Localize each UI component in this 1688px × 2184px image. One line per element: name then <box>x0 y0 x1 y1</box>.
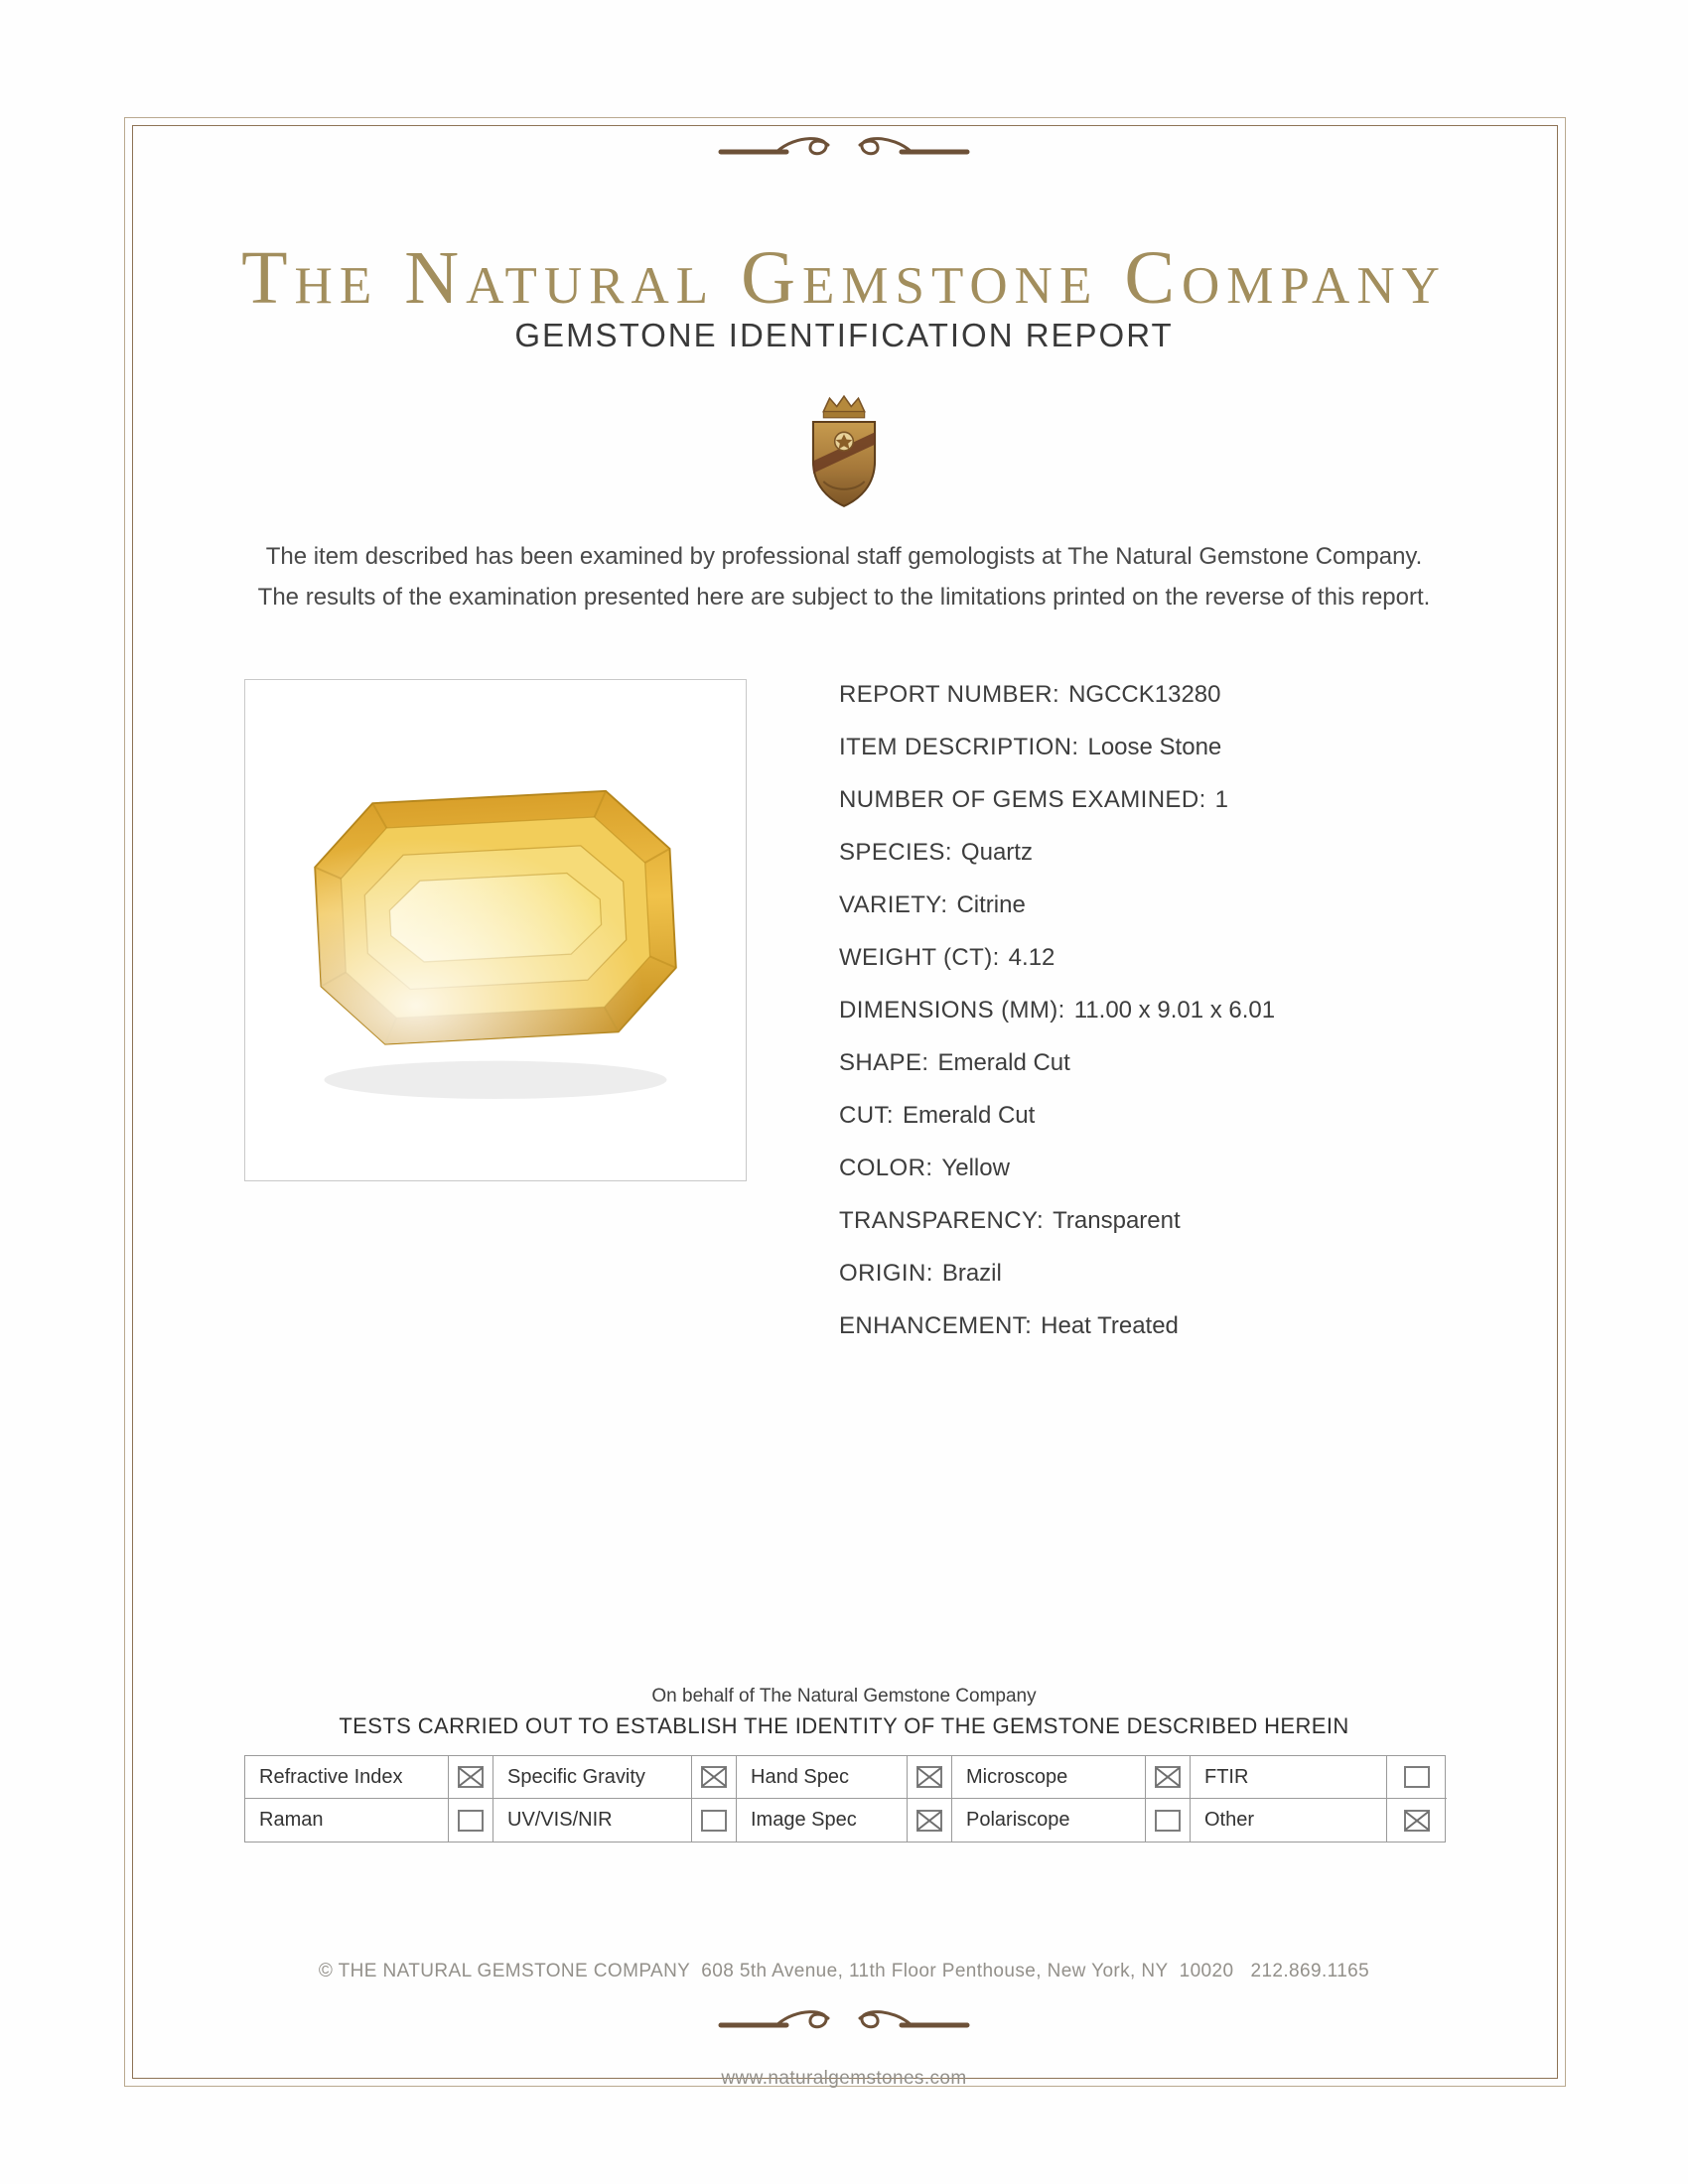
test-checkbox-cell <box>1146 1756 1191 1799</box>
test-checkbox-cell <box>449 1756 493 1799</box>
field-cut <box>839 1102 1275 1129</box>
field-label: ITEM DESCRIPTION: <box>839 734 1079 760</box>
field-label: COLOR: <box>839 1155 933 1181</box>
checkbox-icon <box>1404 1810 1430 1832</box>
test-name-ftir: FTIR <box>1191 1756 1387 1799</box>
field-value: Yellow <box>941 1155 1010 1181</box>
field-value: 11.00 x 9.01 x 6.01 <box>1073 997 1276 1024</box>
company-crest-icon <box>792 393 896 515</box>
flourish-bottom-icon <box>715 2005 973 2042</box>
test-checkbox-cell <box>692 1799 737 1842</box>
field-value: Citrine <box>956 891 1026 918</box>
field-color <box>839 1155 1275 1181</box>
report-title: GEMSTONE IDENTIFICATION REPORT <box>514 317 1174 353</box>
statement-line-2: The results of the examination presented here are subject to the limitations printed on the reverse of this report. <box>257 584 1431 611</box>
field-value: Quartz <box>960 839 1033 866</box>
report-fields <box>839 681 1275 1365</box>
checkbox-icon <box>916 1810 942 1832</box>
field-label: SHAPE: <box>839 1049 929 1076</box>
field-value: 1 <box>1214 786 1228 813</box>
company-name-title: The Natural Gemstone Company <box>241 236 1447 320</box>
field-label: ORIGIN: <box>839 1260 933 1287</box>
test-name-other: Other <box>1191 1799 1387 1842</box>
checkbox-icon <box>701 1766 727 1788</box>
field-label: SPECIES: <box>839 839 952 866</box>
footer-address: © THE NATURAL GEMSTONE COMPANY 608 5th Avenue, 11th Floor Penthouse, New York, NY 10020 212.869.1165 <box>318 1961 1370 1981</box>
field-value: NGCCK13280 <box>1068 681 1221 708</box>
on-behalf-text: On behalf of The Natural Gemstone Company <box>651 1686 1037 1706</box>
field-label: REPORT NUMBER: <box>839 681 1060 708</box>
checkbox-icon <box>458 1766 484 1788</box>
test-checkbox-cell <box>692 1756 737 1799</box>
test-checkbox-cell <box>449 1799 493 1842</box>
field-value: Emerald Cut <box>902 1102 1036 1129</box>
test-name-uv-vis-nir: UV/VIS/NIR <box>493 1799 692 1842</box>
checkbox-icon <box>1404 1766 1430 1788</box>
test-checkbox-cell <box>1387 1799 1447 1842</box>
tests-heading: TESTS CARRIED OUT TO ESTABLISH THE IDENTITY OF THE GEMSTONE DESCRIBED HEREIN <box>339 1713 1349 1738</box>
field-enhancement <box>839 1312 1275 1339</box>
field-value: Heat Treated <box>1041 1312 1179 1339</box>
field-transparency <box>839 1207 1275 1234</box>
field-gems-examined <box>839 786 1275 813</box>
checkbox-icon <box>458 1810 484 1832</box>
examination-statement <box>0 536 1688 617</box>
field-item-description <box>839 734 1275 760</box>
field-value: Loose Stone <box>1087 734 1222 760</box>
field-label: WEIGHT (CT): <box>839 944 1000 971</box>
test-name-specific-gravity: Specific Gravity <box>493 1756 692 1799</box>
test-checkbox-cell <box>1146 1799 1191 1842</box>
gemstone-photo <box>244 679 747 1181</box>
tests-table <box>244 1755 1446 1843</box>
field-label: NUMBER OF GEMS EXAMINED: <box>839 786 1206 813</box>
field-label: ENHANCEMENT: <box>839 1312 1033 1339</box>
field-species <box>839 839 1275 866</box>
field-value: Emerald Cut <box>937 1049 1070 1076</box>
test-name-raman: Raman <box>245 1799 449 1842</box>
test-name-polariscope: Polariscope <box>952 1799 1146 1842</box>
field-report-number <box>839 681 1275 708</box>
statement-line-1: The item described has been examined by professional staff gemologists at The Natural Gemstone Company. <box>265 543 1423 570</box>
field-shape <box>839 1049 1275 1076</box>
field-label: TRANSPARENCY: <box>839 1207 1045 1234</box>
flourish-top-icon <box>715 132 973 169</box>
field-variety <box>839 891 1275 918</box>
test-checkbox-cell <box>1387 1756 1447 1799</box>
field-origin <box>839 1260 1275 1287</box>
field-weight <box>839 944 1275 971</box>
footer-website: www.naturalgemstones.com <box>721 2068 967 2089</box>
field-label: VARIETY: <box>839 891 948 918</box>
test-name-refractive-index: Refractive Index <box>245 1756 449 1799</box>
checkbox-icon <box>1155 1766 1181 1788</box>
field-label: DIMENSIONS (MM): <box>839 997 1065 1024</box>
test-checkbox-cell <box>908 1756 952 1799</box>
checkbox-icon <box>916 1766 942 1788</box>
citrine-gem-image <box>267 702 724 1159</box>
checkbox-icon <box>701 1810 727 1832</box>
test-checkbox-cell <box>908 1799 952 1842</box>
field-dimensions <box>839 997 1276 1024</box>
test-name-hand-spec: Hand Spec <box>737 1756 908 1799</box>
test-name-microscope: Microscope <box>952 1756 1146 1799</box>
field-value: 4.12 <box>1008 944 1055 971</box>
field-value: Brazil <box>941 1260 1002 1287</box>
field-label: CUT: <box>839 1102 894 1129</box>
checkbox-icon <box>1155 1810 1181 1832</box>
field-value: Transparent <box>1053 1207 1181 1234</box>
test-name-image-spec: Image Spec <box>737 1799 908 1842</box>
